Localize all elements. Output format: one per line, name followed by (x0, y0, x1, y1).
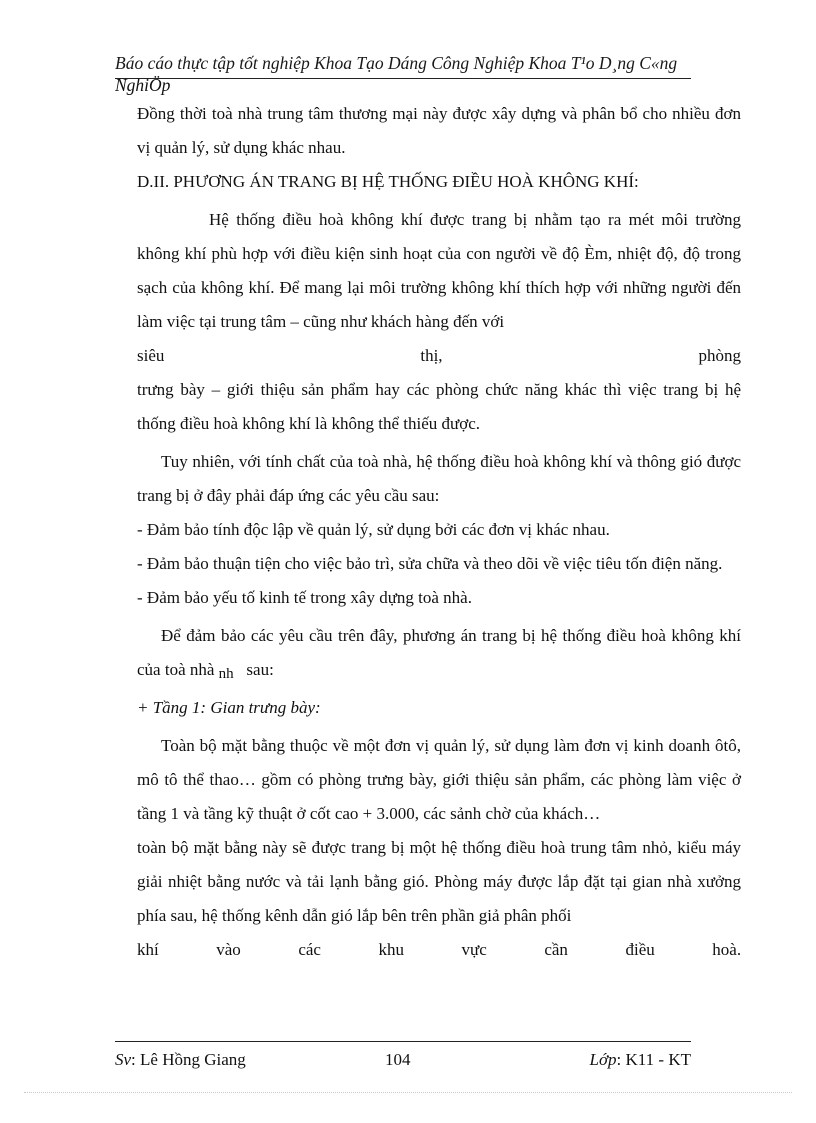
paragraph-2-spread-line (137, 339, 741, 373)
footer-rule (115, 1041, 691, 1042)
spread-word: siêu (137, 346, 165, 365)
footer-class (590, 1050, 691, 1070)
paragraph-4-text: Để đảm bảo các yêu cầu trên đây, phương án trang bị hệ thống điều hoà không khí của toà nhà (137, 626, 741, 679)
paragraph-5: Toàn bộ mặt bằng thuộc về một đơn vị quản lý, sử dụng làm đơn vị kinh doanh ôtô, mô tô thể thao… gồm có phòng trưng bày, giới thiệu sản phẩm, các phòng làm việc ở tầng 1 và tầng kỹ thuật ở cốt cao + 3.000, các sảnh chờ của khách… (137, 736, 741, 823)
spread-word: khu (378, 940, 405, 959)
page-header (115, 52, 725, 74)
footer-student-name: : Lê Hồng Giang (131, 1050, 246, 1069)
bullet-2: - Đảm bảo thuận tiện cho việc bảo trì, sửa chữa và theo dõi về việc tiêu tốn điện năng. (137, 554, 723, 573)
spread-word: cần (544, 940, 568, 959)
footer-class-label: Lớp (589, 1050, 617, 1069)
paragraph-2: Hệ thống điều hoà không khí được trang bị nhằm tạo ra mét môi trường không khí phù hợp với điều kiện sinh hoạt của con người về độ Èm, nhiệt độ, độ trong sạch của không khí. Để mang lại môi trường không khí thích hợp với những người đến làm việc tại trung tâm – cũng như khách hàng đến với (137, 210, 741, 331)
document-body (137, 97, 741, 967)
spread-word: các (298, 940, 321, 959)
bullet-3: - Đảm bảo yếu tố kinh tế trong xây dựng toà nhà. (137, 588, 472, 607)
spread-word: điều (625, 940, 655, 959)
spread-word: phòng (698, 346, 741, 365)
header-rule (115, 78, 691, 79)
spread-word: vào (216, 940, 241, 959)
paragraph-2-end: trưng bày – giới thiệu sản phẩm hay các phòng chức năng khác thì việc trang bị hệ thống điều hoà không khí là không thể thiếu được. (137, 380, 741, 433)
page-number: 104 (385, 1050, 411, 1069)
spread-word: khí (137, 940, 159, 959)
footer-student (115, 1050, 246, 1070)
paragraph-3: Tuy nhiên, với tính chất của toà nhà, hệ thống điều hoà không khí và thông gió được trang bị ở đây phải đáp ứng các yêu cầu sau: (137, 452, 741, 505)
footer-class-value: : K11 - KT (616, 1050, 691, 1069)
footer-student-label: Sv (115, 1050, 132, 1069)
spread-word: vực (461, 940, 487, 959)
spread-word: thị, (420, 346, 443, 365)
header-text: Báo cáo thực tập tốt nghiệp Khoa Tạo Dáng Công Nghiệp Khoa T¹o D¸ng C«ng (115, 53, 678, 73)
spread-word: hoà. (712, 940, 742, 959)
bullet-1: - Đảm bảo tính độc lập về quản lý, sử dụng bởi các đơn vị khác nhau. (137, 520, 610, 539)
paragraph-4 (137, 619, 741, 691)
paragraph-6-spread-line (137, 933, 741, 967)
paragraph-4-small-text: nh (218, 666, 234, 682)
section-heading: D.II. PHƯƠNG ÁN TRANG BỊ HỆ THỐNG ĐIỀU HOÀ KHÔNG KHÍ: (137, 172, 639, 191)
paragraph-6: toàn bộ mặt bằng này sẽ được trang bị một hệ thống điều hoà trung tâm nhỏ, kiểu máy giải nhiệt bằng nước và tải lạnh bằng gió. Phòng máy được lắp đặt tại gian nhà xưởng phía sau, hệ thống kênh dẫn gió lắp bên trên phần giả phân phối (137, 838, 741, 925)
header-text-line2: NghiÖp (115, 75, 171, 95)
paragraph-1: Đồng thời toà nhà trung tâm thương mại này được xây dựng và phân bổ cho nhiều đơn vị quản lý, sử dụng khác nhau. (137, 104, 741, 157)
paragraph-4-end: sau: (246, 660, 274, 679)
subheading-floor-1: + Tầng 1: Gian trưng bày: (137, 698, 321, 717)
page-edge-divider (24, 1092, 792, 1093)
page-footer (115, 1050, 691, 1074)
